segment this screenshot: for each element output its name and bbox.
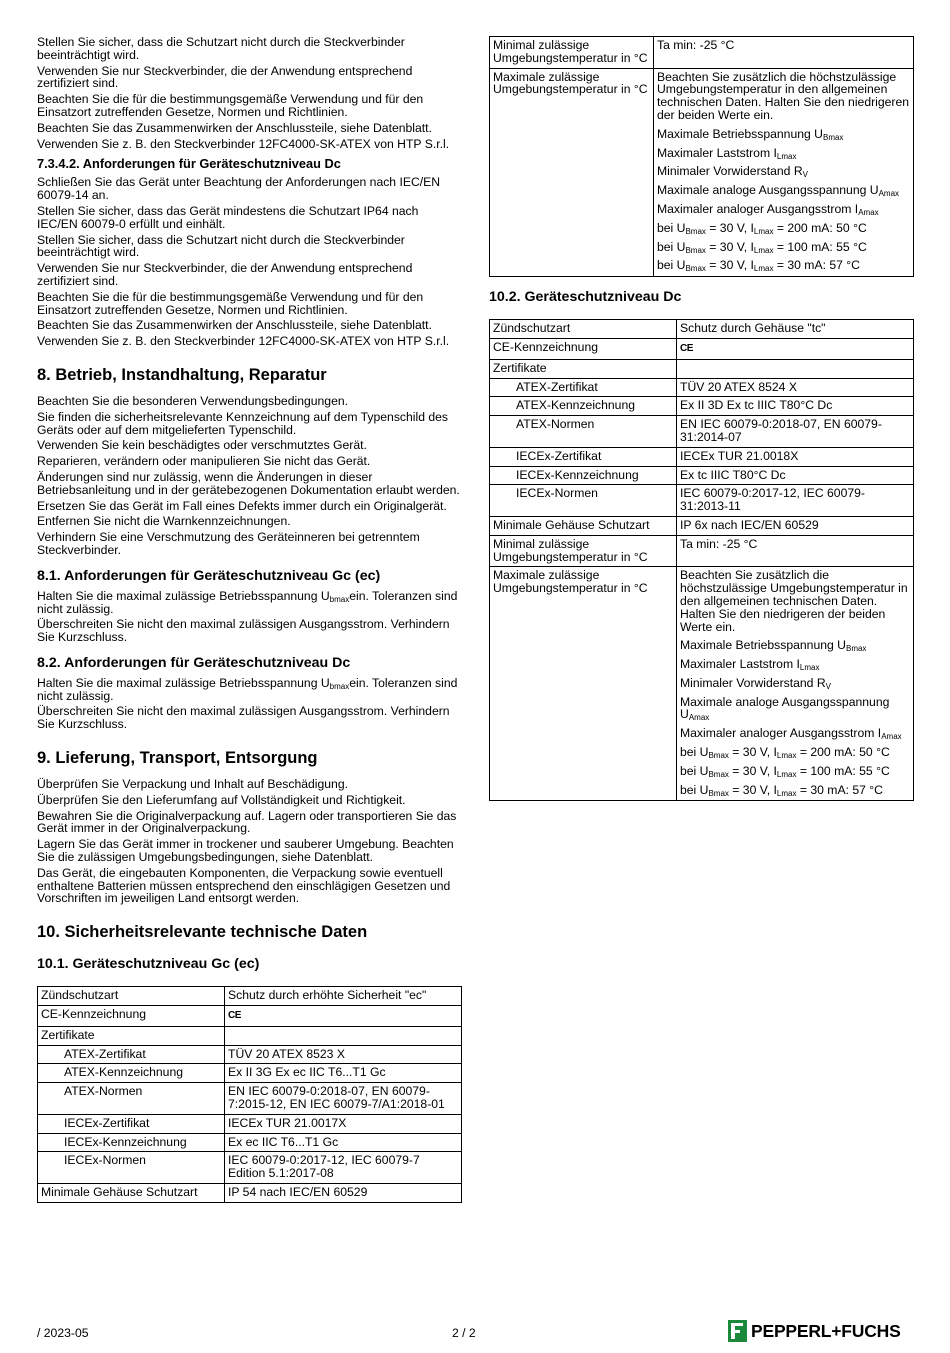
table-cell: TÜV 20 ATEX 8524 X (677, 378, 914, 397)
table-row (38, 1114, 462, 1133)
paragraph: Verwenden Sie kein beschädigtes oder verschmutztes Gerät. (37, 438, 367, 453)
paragraph: Änderungen sind nur zulässig, wenn die Änderungen in dieser Betriebsanleitung und in der gerätebezogenen Dokumentation erlaubt werden. (37, 469, 460, 497)
section-heading-10: 10. Sicherheitsrelevante technische Daten (37, 923, 368, 942)
table-cell: Minimale Gehäuse Schutzart (38, 1184, 225, 1203)
section-heading-82: 8.2. Anforderungen für Geräteschutzniveau Dc (37, 654, 351, 671)
table-cell: IP 6x nach IEC/EN 60529 (677, 516, 914, 535)
section-heading-8: 8. Betrieb, Instandhaltung, Reparatur (37, 365, 327, 384)
table-cell: Ta min: -25 °C (654, 37, 914, 69)
paragraph: Stellen Sie sicher, dass die Schutzart nicht durch die Steckverbinder beeinträchtigt wird. (37, 35, 405, 62)
right-column (489, 36, 914, 801)
table-cell: IECEx-Kennzeichnung (490, 466, 677, 485)
table-cell: Beachten Sie zusätzlich die höchstzulässige Umgebungstemperatur in den allgemeinen technischen Daten. Halten Sie den niedrigeren der beiden Werte ein. Maximale Betriebsspannung $U_{Bmax}$ Maximaler Laststrom $I_{Lmax}$ Minimaler Vorwiderstand $R_V$ Maximale analoge Ausgangsspannung $U_{Amax}$ Maximaler analoger Ausgangsstrom $I_{Amax}$ bei $U_{Bmax} = 30$ V, $I_{Lmax} = 200$ mA: 50 °C bei $U_{Bmax} = 30$ V, $I_{Lmax} = 100$ mA: 55 °C bei $U_{Bmax} = 30$ V, $I_{Lmax} = 30$ mA: 57 °C (654, 68, 914, 277)
table-row (490, 320, 914, 339)
table-cell: IECEx TUR 21.0017X (225, 1114, 462, 1133)
table-row (38, 1045, 462, 1064)
table-cell: Zündschutzart (38, 987, 225, 1006)
table-row (490, 447, 914, 466)
table-cell: TÜV 20 ATEX 8523 X (225, 1045, 462, 1064)
table-row (490, 37, 914, 69)
table-row (490, 466, 914, 485)
table-cell: IP 54 nach IEC/EN 60529 (225, 1184, 462, 1203)
table-cell: Ex II 3D Ex tc IIIC T80°C Dc (677, 397, 914, 416)
section-heading-9: 9. Lieferung, Transport, Entsorgung (37, 749, 318, 768)
table-cell: Zertifikate (490, 359, 677, 378)
table-cell (225, 1006, 462, 1027)
left-column (37, 36, 462, 1203)
table-cell: Zündschutzart (490, 320, 677, 339)
table-row (490, 485, 914, 517)
spec-table-gc (37, 986, 462, 1203)
section-heading-81: 8.1. Anforderungen für Geräteschutzniveau Gc (ec) (37, 567, 381, 584)
table-cell: Minimale Gehäuse Schutzart (490, 516, 677, 535)
table-cell: ATEX-Zertifikat (490, 378, 677, 397)
brand-name: PEPPERL+FUCHS (751, 1320, 901, 1341)
table-row (490, 416, 914, 448)
table-row (490, 397, 914, 416)
table-cell: IECEx-Zertifikat (38, 1114, 225, 1133)
section-heading-7342: 7.3.4.2. Anforderungen für Geräteschutzniveau Dc (37, 156, 341, 172)
pf-logo-icon (728, 1320, 747, 1342)
ce-mark-icon: CE (228, 1010, 241, 1022)
table-row (490, 516, 914, 535)
table-cell: Ex II 3G Ex ec IIC T6...T1 Gc (225, 1064, 462, 1083)
table-cell (677, 338, 914, 359)
table-row (38, 1064, 462, 1083)
table-cell: CE-Kennzeichnung (490, 338, 677, 359)
table-row (490, 567, 914, 801)
table-row (38, 1184, 462, 1203)
page-number: 2 / 2 (452, 1326, 476, 1340)
paragraph: Beachten Sie die für die bestimmungsgemäße Verwendung und für den Einsatzort zutreffenden Gesetze, Normen und Richtlinien. (37, 289, 424, 317)
paragraph: Reparieren, verändern oder manipulieren Sie nicht das Gerät. (37, 454, 371, 469)
ce-mark-icon: CE (680, 342, 693, 354)
table-cell: Schutz durch erhöhte Sicherheit "ec" (225, 987, 462, 1006)
paragraph: Überschreiten Sie nicht den maximal zulässigen Ausgangsstrom. Verhindern Sie Kurzschluss. (37, 617, 450, 645)
table-row (38, 1152, 462, 1184)
paragraph: Beachten Sie das Zusammenwirken der Anschlussteile, siehe Datenblatt. (37, 318, 432, 333)
table-cell: IECEx-Normen (490, 485, 677, 517)
table-cell: ATEX-Zertifikat (38, 1045, 225, 1064)
table-cell: ATEX-Normen (490, 416, 677, 448)
table-cell: Zertifikate (38, 1026, 225, 1045)
table-cell: IECEx-Zertifikat (490, 447, 677, 466)
table-cell: Ex tc IIIC T80°C Dc (677, 466, 914, 485)
paragraph: Halten Sie die maximal zulässige Betriebsspannung $U_{bmax}ein$. Toleranzen sind nicht zulässig. (37, 675, 458, 703)
table-row (490, 359, 914, 378)
section-heading-101: 10.1. Geräteschutzniveau Gc (ec) (37, 956, 260, 973)
table-cell: CE-Kennzeichnung (38, 1006, 225, 1027)
paragraph: Beachten Sie die besonderen Verwendungsbedingungen. (37, 393, 349, 408)
table-row (490, 68, 914, 277)
paragraph: Stellen Sie sicher, dass die Schutzart nicht durch die Steckverbinder beeinträchtigt wird. (37, 232, 405, 260)
paragraph: Sie finden die sicherheitsrelevante Kennzeichnung auf dem Typenschild des Geräts oder auf dem mitgelieferten Typenschild. (37, 409, 449, 437)
paragraph: Überschreiten Sie nicht den maximal zulässigen Ausgangsstrom. Verhindern Sie Kurzschluss. (37, 704, 450, 732)
table-cell: IEC 60079-0:2017-12, IEC 60079-7 Edition 5.1:2017-08 (225, 1152, 462, 1184)
paragraph: Schließen Sie das Gerät unter Beachtung der Anforderungen nach IEC/EN 60079-14 an. (37, 175, 441, 203)
table-cell: EN IEC 60079-0:2018-07, EN 60079-7:2015-12, EN IEC 60079-7/A1:2018-01 (225, 1083, 462, 1115)
paragraph: Verwenden Sie z. B. den Steckverbinder 12FC4000-SK-ATEX von HTP S.r.l. (37, 136, 450, 151)
table-cell: ATEX-Normen (38, 1083, 225, 1115)
table-cell: Ex ec IIC T6...T1 Gc (225, 1133, 462, 1152)
footer-date: / 2023-05 (37, 1326, 89, 1340)
table-cell: Minimal zulässige Umgebungstemperatur in °C (490, 37, 654, 69)
paragraph: Verwenden Sie nur Steckverbinder, die der Anwendung entsprechend zertifiziert sind. (37, 261, 413, 288)
paragraph: Entfernen Sie nicht die Warnkennzeichnungen. (37, 514, 291, 529)
table-cell: IECEx TUR 21.0018X (677, 447, 914, 466)
table-cell: Ta min: -25 °C (677, 535, 914, 567)
paragraph: Halten Sie die maximal zulässige Betriebsspannung $U_{bmax}ein$. Toleranzen sind nicht zulässig. (37, 588, 458, 616)
paragraph: Beachten Sie das Zusammenwirken der Anschlussteile, siehe Datenblatt. (37, 120, 432, 135)
paragraph: Lagern Sie das Gerät immer in trockener und sauberer Umgebung. Beachten Sie die zulässigen Umgebungsbedingungen, siehe Datenblatt. (37, 837, 454, 865)
table-cell: Schutz durch Gehäuse "tc" (677, 320, 914, 339)
table-cell: Maximale zulässige Umgebungstemperatur in °C (490, 567, 677, 801)
table-cell: Minimal zulässige Umgebungstemperatur in °C (490, 535, 677, 567)
paragraph: Bewahren Sie die Originalverpackung auf. Lagern oder transportieren Sie das Gerät immer in der Originalverpackung. (37, 808, 457, 836)
table-row (490, 535, 914, 567)
table-row (490, 338, 914, 359)
paragraph: Ersetzen Sie das Gerät im Fall eines Defekts immer durch ein Originalgerät. (37, 498, 447, 513)
brand-logo (728, 1319, 901, 1343)
table-cell: EN IEC 60079-0:2018-07, EN 60079-31:2014-07 (677, 416, 914, 448)
paragraph: Beachten Sie die für die bestimmungsgemäße Verwendung und für den Einsatzort zutreffenden Gesetze, Normen und Richtlinien. (37, 92, 424, 119)
table-row (38, 1026, 462, 1045)
table-row (38, 1083, 462, 1115)
table-cell: ATEX-Kennzeichnung (38, 1064, 225, 1083)
paragraph: Verhindern Sie eine Verschmutzung des Geräteinneren bei getrenntem Steckverbinder. (37, 530, 420, 557)
table-cell: IEC 60079-0:2017-12, IEC 60079-31:2013-11 (677, 485, 914, 517)
paragraph: Stellen Sie sicher, dass das Gerät mindestens die Schutzart IP64 nach IEC/EN 60079-0 erfüllt und einhält. (37, 203, 419, 231)
paragraph: Verwenden Sie z. B. den Steckverbinder 12FC4000-SK-ATEX von HTP S.r.l. (37, 334, 450, 349)
table-cell: ATEX-Kennzeichnung (490, 397, 677, 416)
table-cell (677, 359, 914, 378)
table-cell: Maximale zulässige Umgebungstemperatur in °C (490, 68, 654, 277)
table-row (38, 1133, 462, 1152)
table-cell (225, 1026, 462, 1045)
table-cell: IECEx-Kennzeichnung (38, 1133, 225, 1152)
table-row (490, 378, 914, 397)
table-row (38, 987, 462, 1006)
paragraph: Verwenden Sie nur Steckverbinder, die der Anwendung entsprechend zertifiziert sind. (37, 63, 413, 91)
paragraph: Das Gerät, die eingebauten Komponenten, die Verpackung sowie eventuell enthaltene Batterien müssen entsprechend den einschlägigen Gesetzen und Vorschriften im jeweiligen Land entsorgt werden. (37, 865, 451, 906)
table-row (38, 1006, 462, 1027)
table-cell: IECEx-Normen (38, 1152, 225, 1184)
section-heading-102: 10.2. Geräteschutzniveau Dc (489, 289, 682, 306)
spec-table-gc-continued (489, 36, 914, 277)
paragraph: Überprüfen Sie Verpackung und Inhalt auf Beschädigung. (37, 777, 349, 792)
spec-table-dc (489, 319, 914, 801)
table-cell: Beachten Sie zusätzlich die höchstzulässige Umgebungstemperatur in den allgemeinen technischen Daten. Halten Sie den niedrigeren der beiden Werte ein. Maximale Betriebsspannung $U_{Bmax}$ Maximaler Laststrom $I_{Lmax}$ Minimaler Vorwiderstand $R_V$ Maximale analoge Ausgangsspannung $U_{Amax}$ Maximaler analoger Ausgangsstrom $I_{Amax}$ bei $U_{Bmax} = 30$ V, $I_{Lmax} = 200$ mA: 50 °C bei $U_{Bmax} = 30$ V, $I_{Lmax} = 100$ mA: 55 °C bei $U_{Bmax} = 30$ V, $I_{Lmax} = 30$ mA: 57 °C (677, 567, 914, 801)
paragraph: Überprüfen Sie den Lieferumfang auf Vollständigkeit und Richtigkeit. (37, 792, 406, 807)
